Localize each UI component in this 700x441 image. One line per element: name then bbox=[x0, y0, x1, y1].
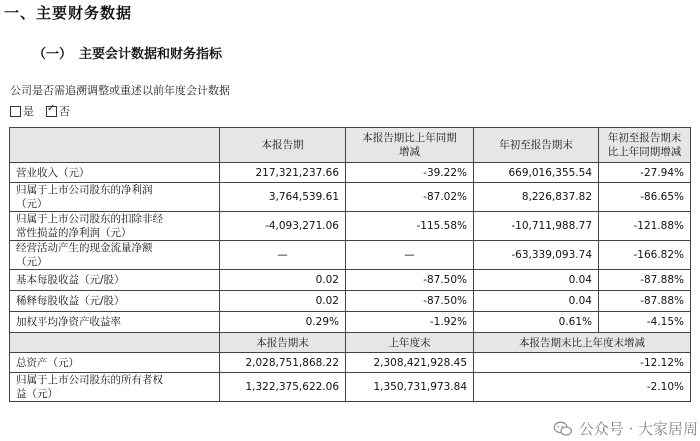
header-cell: 本报告期末比上年度末增减 bbox=[474, 333, 691, 353]
financial-data-table bbox=[9, 127, 691, 402]
table-cell: 0.02 bbox=[220, 291, 346, 312]
table-cell: 2,308,421,928.45 bbox=[346, 353, 474, 373]
header-cell: 本报告期比上年同期 增减 bbox=[346, 128, 474, 163]
table-row bbox=[10, 291, 691, 312]
restatement-options bbox=[10, 103, 70, 119]
table-cell: 2,028,751,868.22 bbox=[220, 353, 346, 373]
table-row bbox=[10, 373, 691, 402]
table-cell: -63,339,093.74 bbox=[474, 241, 599, 270]
table-row bbox=[10, 212, 691, 241]
table-cell: 669,016,355.54 bbox=[474, 163, 599, 183]
subsection-heading bbox=[33, 43, 222, 62]
table-cell: -87.88% bbox=[599, 270, 691, 291]
table-cell: -87.02% bbox=[346, 183, 474, 212]
table-cell: -4.15% bbox=[599, 312, 691, 333]
table-cell: -27.94% bbox=[599, 163, 691, 183]
table-cell: -166.82% bbox=[599, 241, 691, 270]
row-label: 加权平均净资产收益率 bbox=[10, 312, 220, 333]
table-cell: -39.22% bbox=[346, 163, 474, 183]
table-cell: -10,711,988.77 bbox=[474, 212, 599, 241]
subsection-title: 主要会计数据和财务指标 bbox=[79, 47, 223, 62]
table-row bbox=[10, 312, 691, 333]
row-label: 稀释每股收益（元/股） bbox=[10, 291, 220, 312]
header-cell: 年初至报告期末 bbox=[474, 128, 599, 163]
table-cell: -2.10% bbox=[474, 373, 691, 402]
table-cell: 1,350,731,973.84 bbox=[346, 373, 474, 402]
yes-checkbox[interactable] bbox=[10, 106, 21, 117]
table-row bbox=[10, 163, 691, 183]
row-label: 经营活动产生的现金流量净额 （元） bbox=[10, 241, 220, 270]
table-cell: 0.61% bbox=[474, 312, 599, 333]
row-label: 归属于上市公司股东的净利润 （元） bbox=[10, 183, 220, 212]
table-cell: 1,322,375,622.06 bbox=[220, 373, 346, 402]
table-cell: 0.04 bbox=[474, 270, 599, 291]
row-label: 归属于上市公司股东的所有者权 益（元） bbox=[10, 373, 220, 402]
table-cell: -1.92% bbox=[346, 312, 474, 333]
table-cell: 3,764,539.61 bbox=[220, 183, 346, 212]
table-cell: -12.12% bbox=[474, 353, 691, 373]
table-cell: -87.50% bbox=[346, 291, 474, 312]
table-row bbox=[10, 241, 691, 270]
subsection-number: （一） bbox=[33, 47, 73, 62]
table-cell: 0.29% bbox=[220, 312, 346, 333]
row-label: 归属于上市公司股东的扣除非经 常性损益的净利润（元） bbox=[10, 212, 220, 241]
table-row bbox=[10, 270, 691, 291]
table-cell: — bbox=[220, 241, 346, 270]
table-cell: -87.50% bbox=[346, 270, 474, 291]
table-cell: -86.65% bbox=[599, 183, 691, 212]
header-cell: 上年度末 bbox=[346, 333, 474, 353]
header-cell: 本报告期 bbox=[220, 128, 346, 163]
row-label: 基本每股收益（元/股） bbox=[10, 270, 220, 291]
row-label: 总资产（元） bbox=[10, 353, 220, 373]
header-cell bbox=[10, 333, 220, 353]
table-cell: 0.04 bbox=[474, 291, 599, 312]
table-cell: -115.58% bbox=[346, 212, 474, 241]
watermark bbox=[553, 418, 698, 439]
section-heading: 一、主要财务数据 bbox=[4, 4, 133, 22]
table-cell: — bbox=[346, 241, 474, 270]
yes-label: 是 bbox=[23, 105, 34, 118]
table-cell: -87.88% bbox=[599, 291, 691, 312]
table-cell: 8,226,837.82 bbox=[474, 183, 599, 212]
table-row bbox=[10, 353, 691, 373]
watermark-text: 公众号 · 大家居周 bbox=[578, 420, 698, 438]
no-label: 否 bbox=[59, 105, 70, 118]
table-cell: -121.88% bbox=[599, 212, 691, 241]
table-cell: -4,093,271.06 bbox=[220, 212, 346, 241]
table-cell: 217,321,237.66 bbox=[220, 163, 346, 183]
header-cell: 年初至报告期末 比上年同期增减 bbox=[599, 128, 691, 163]
wechat-icon bbox=[553, 421, 573, 437]
table-cell: 0.02 bbox=[220, 270, 346, 291]
table-row bbox=[10, 183, 691, 212]
table-header-row bbox=[10, 333, 691, 353]
restatement-question: 公司是否需追溯调整或重述以前年度会计数据 bbox=[10, 84, 230, 97]
row-label: 营业收入（元） bbox=[10, 163, 220, 183]
header-cell bbox=[10, 128, 220, 163]
header-cell: 本报告期末 bbox=[220, 333, 346, 353]
no-checkbox[interactable] bbox=[46, 106, 57, 117]
table-header-row bbox=[10, 128, 691, 163]
